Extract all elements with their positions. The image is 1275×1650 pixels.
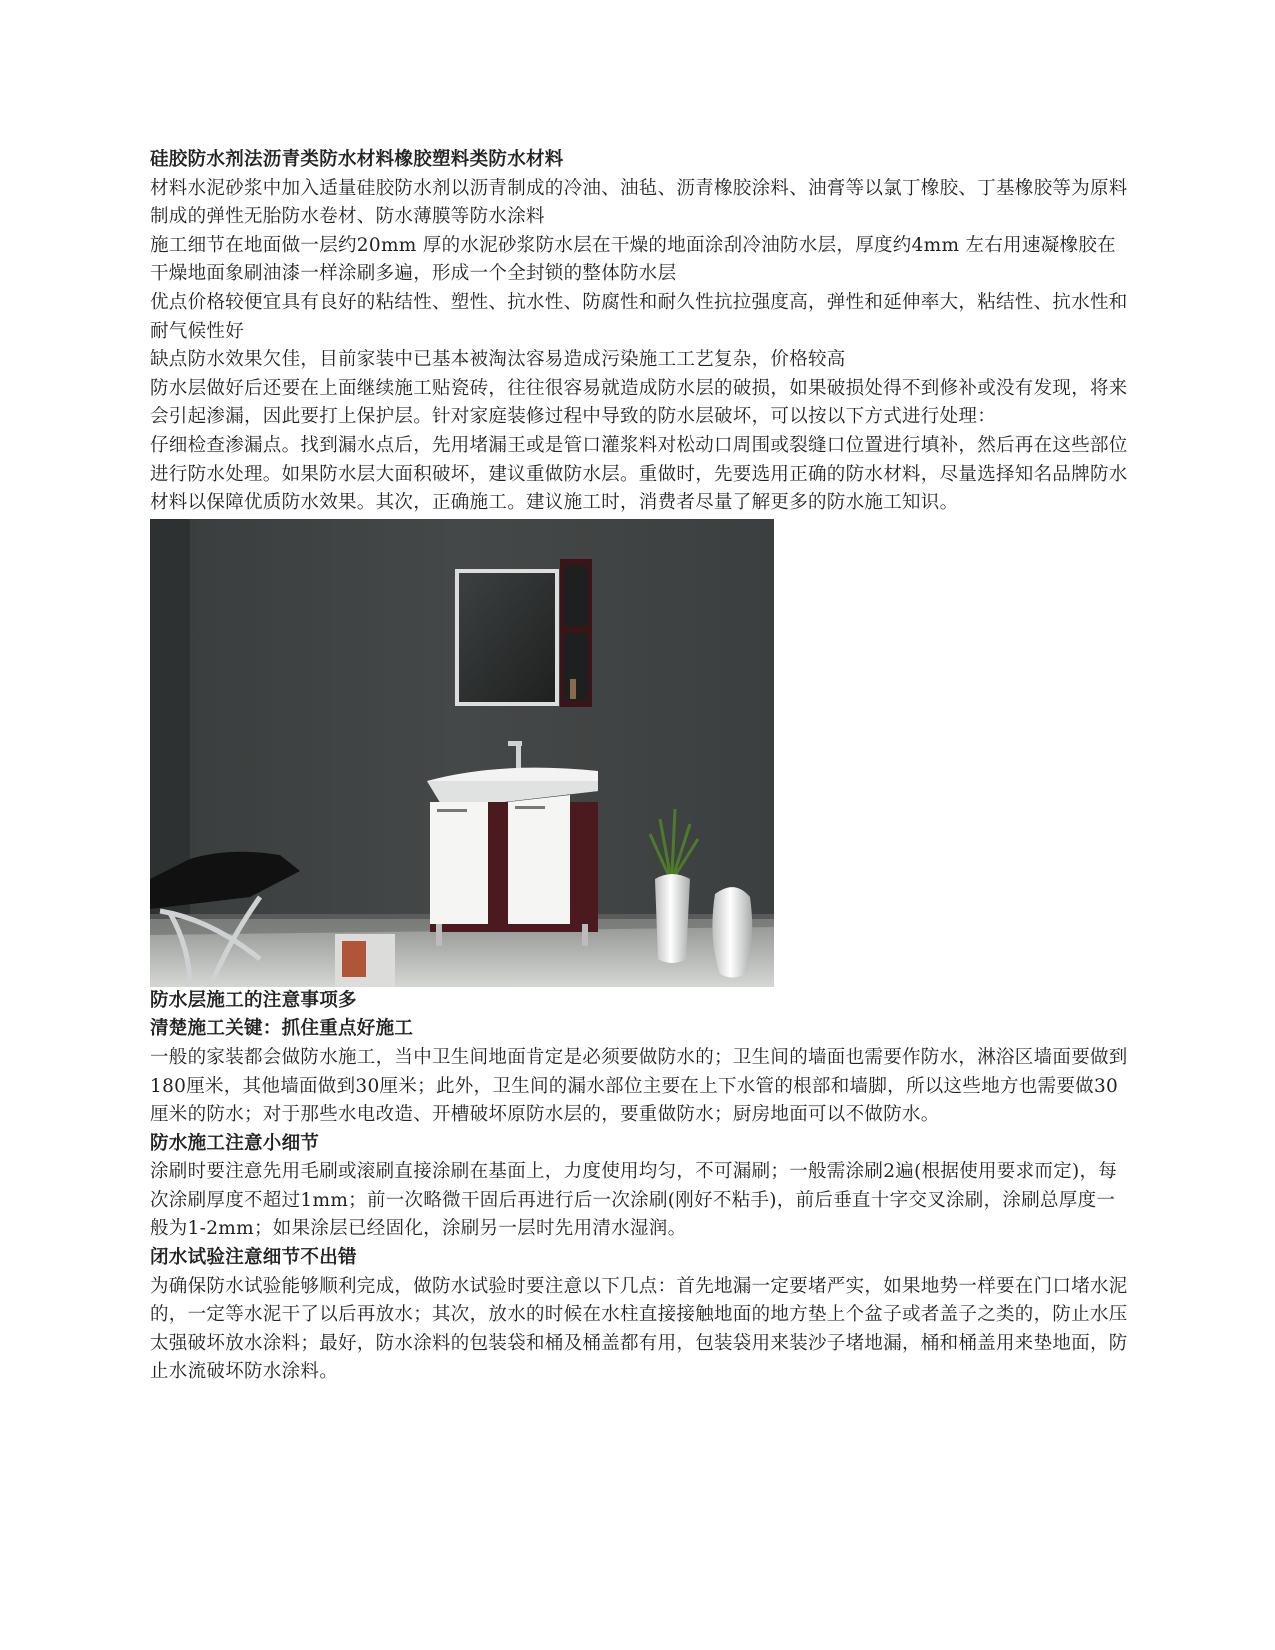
paragraph-materials: 材料水泥砂浆中加入适量硅胶防水剂以沥青制成的冷油、油毡、沥青橡胶涂料、油膏等以氯丁橡胶、丁基橡胶等为原料制成的弹性无胎防水卷材、防水薄膜等防水涂料 [150,177,1128,228]
paragraph-key-points: 一般的家装都会做防水施工，当中卫生间地面肯定是必须要做防水的；卫生间的墙面也需要作防水，淋浴区墙面要做到180厘米，其他墙面做到30厘米；此外，卫生间的漏水部位主要在上下水管的根部和墙脚，所以这些地方也需要做30厘米的防水；对于那些水电改造、开槽破坏原防水层的，要重做防水；厨房地面可以不做防水。 [150,1046,1128,1126]
subheading-key-points: 清楚施工关键：抓住重点好施工 [150,1018,414,1040]
section-title: 硅胶防水剂法沥青类防水材料橡胶塑料类防水材料 [150,149,564,170]
subheading-water-test: 闭水试验注意细节不出错 [150,1247,357,1269]
paragraph-disadvantages: 缺点防水效果欠佳，目前家装中已基本被淘汰容易造成污染施工工艺复杂，价格较高 [150,349,846,371]
paragraph-details: 涂刷时要注意先用毛刷或滚刷直接涂刷在基面上，力度使用均匀，不可漏刷；一般需涂刷2遍(根据使用要求而定)，每次涂刷厚度不超过1mm；前一次略微干固后再进行后一次涂刷(刚好不粘手)，前后垂直十字交叉涂刷，涂刷总厚度一般为1-2mm；如果涂层已经固化，涂刷另一层时先用清水湿润。 [150,1161,1118,1240]
paragraph-construction-details: 施工细节在地面做一层约20mm 厚的水泥砂浆防水层在干燥的地面涂刮冷油防水层，厚度约4mm 左右用速凝橡胶在干燥地面象刷油漆一样涂刷多遍，形成一个全封锁的整体防水层 [150,234,1116,285]
paragraph-water-test: 为确保防水试验能够顺利完成，做防水试验时要注意以下几点：首先地漏一定要堵严实，如果地势一样要在门口堵水泥的，一定等水泥干了以后再放水；其次，放水的时候在水柱直接接触地面的地方垫上个盆子或者盖子之类的，防止水压太强破坏放水涂料；最好，防水涂料的包装袋和桶及桶盖都有用，包装袋用来装沙子堵地漏，桶和桶盖用来垫地面，防止水流破坏防水涂料。 [150,1275,1128,1383]
paragraph-advantages: 优点价格较便宜具有良好的粘结性、塑性、抗水性、防腐性和耐久性抗拉强度高，弹性和延伸率大，粘结性、抗水性和耐气候性好 [150,291,1128,342]
document-content [150,146,1130,1387]
paragraph-protection-layer: 防水层做好后还要在上面继续施工贴瓷砖，往往很容易就造成防水层的破损，如果破损处得不到修补或没有发现，将来会引起渗漏，因此要打上保护层。针对家庭装修过程中导致的防水层破坏，可以按以下方式进行处理： [150,377,1128,428]
section-title-2: 防水层施工的注意事项多 [150,989,357,1011]
bathroom-vanity-photo [150,519,774,987]
paragraph-repair: 仔细检查渗漏点。找到漏水点后，先用堵漏王或是管口灌浆料对松动口周围或裂缝口位置进行填补，然后再在这些部位进行防水处理。如果防水层大面积破坏，建议重做防水层。重做时，先要选用正确的防水材料，尽量选择知名品牌防水材料以保障优质防水效果。其次，正确施工。建议施工时，消费者尽量了解更多的防水施工知识。 [150,434,1128,514]
subheading-details: 防水施工注意小细节 [150,1132,320,1154]
